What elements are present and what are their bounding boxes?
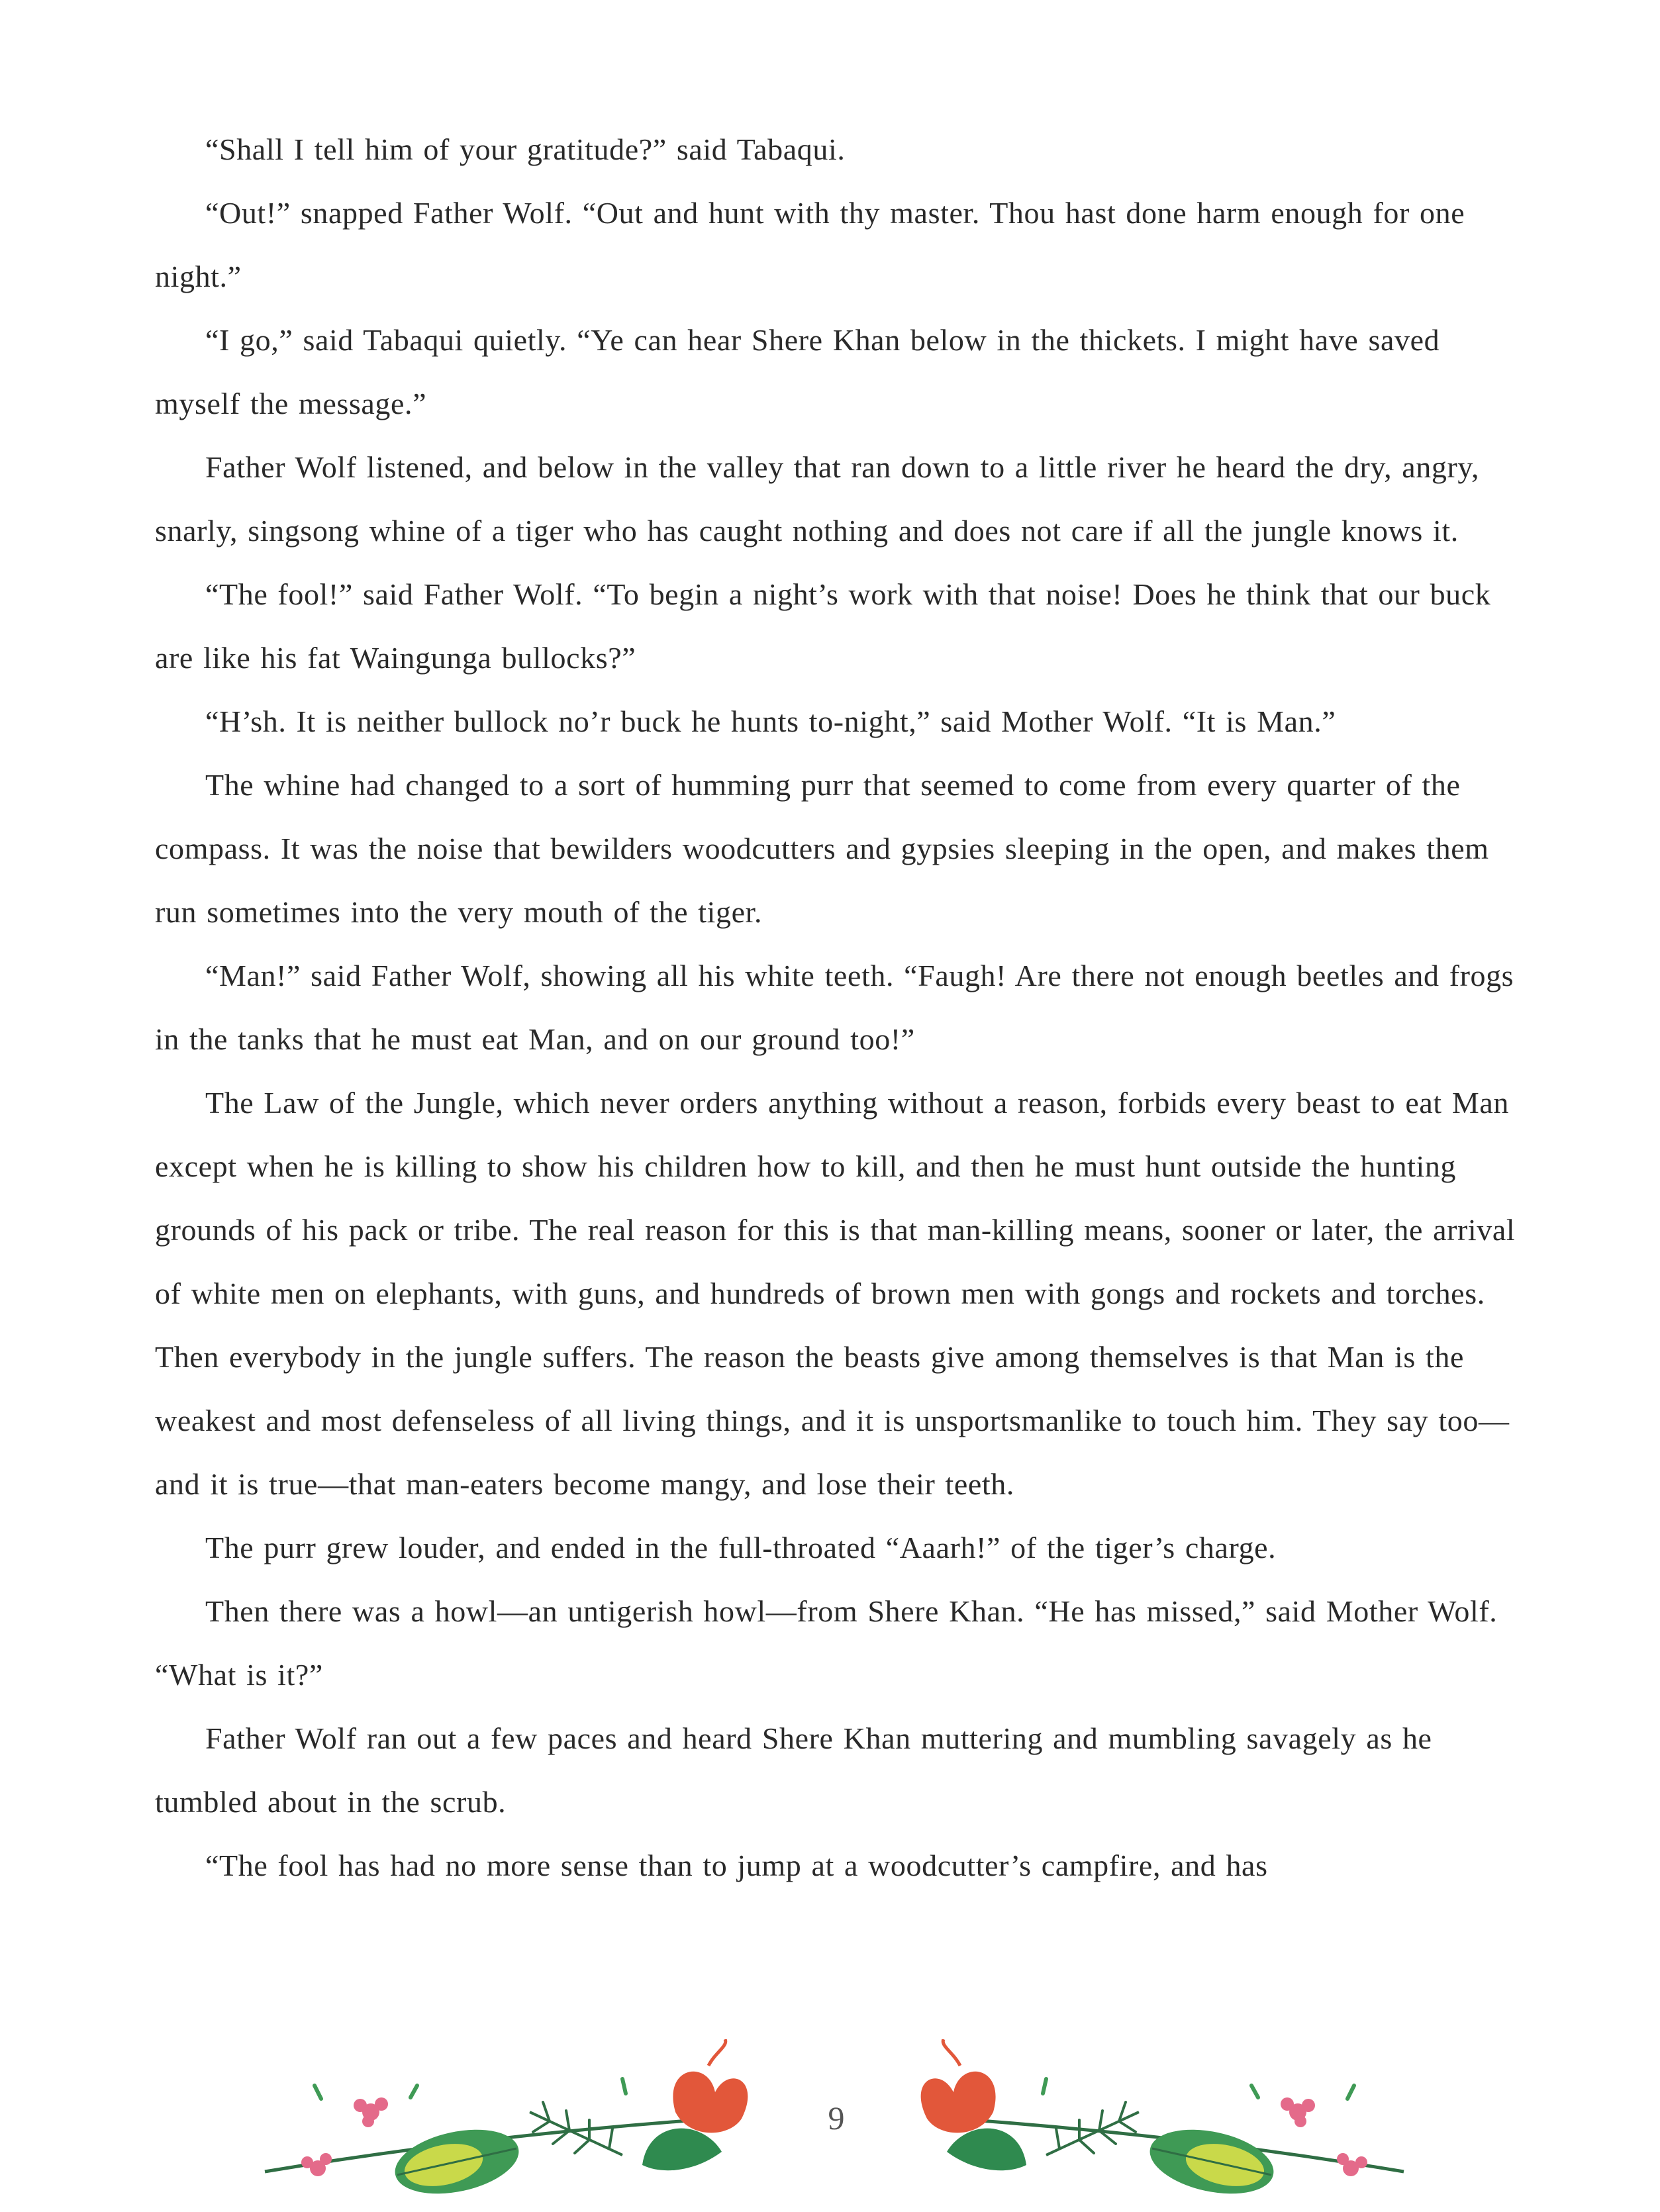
floral-garland-left-icon (252, 2039, 768, 2198)
paragraph: “Shall I tell him of your gratitude?” said Tabaqui. (205, 132, 846, 166)
paragraph: “I go,” said Tabaqui quietly. “Ye can hear Shere Khan below in the thickets. I might have saved myself the message.” (155, 323, 1440, 420)
paragraph: The Law of the Jungle, which never orders anything without a reason, forbids every beast to eat Man except when he is killing to show his children how to kill, and then he must hunt outside the hunting grounds of his pack or tribe. The real reason for this is that man-killing means, sooner or later, the arrival of white men on elephants, with guns, and hundreds of brown men with gongs and rockets and torches. Then everybody in the jungle suffers. The reason the beasts give among themselves is that Man is the weakest and most defenseless of all living things, and it is unsportsmanlike to touch him. They say too—and it is true—that man-eaters become mangy, and lose their teeth. (155, 1086, 1516, 1501)
paragraph: Father Wolf listened, and below in the valley that ran down to a little river he heard the dry, angry, snarly, singsong whine of a tiger who has caught nothing and does not care if all the jungle knows it. (155, 450, 1480, 548)
paragraph: “The fool has had no more sense than to jump at a woodcutter’s campfire, and has (205, 1849, 1268, 1882)
paragraph: “The fool!” said Father Wolf. “To begin a night’s work with that noise! Does he think that our buck are like his fat Waingunga bullocks?” (155, 577, 1491, 675)
paragraph: “Out!” snapped Father Wolf. “Out and hunt with thy master. Thou hast done harm enough for one night.” (155, 196, 1465, 293)
page-number: 9 (828, 2099, 845, 2137)
paragraph: Then there was a howl—an untigerish howl—from Shere Khan. “He has missed,” said Mother Wolf. “What is it?” (155, 1594, 1498, 1692)
paragraph: “Man!” said Father Wolf, showing all his white teeth. “Faugh! Are there not enough beetles and frogs in the tanks that he must eat Man, and on our ground too!” (155, 959, 1514, 1056)
page-text (155, 118, 1519, 1898)
paragraph: The whine had changed to a sort of humming purr that seemed to come from every quarter of the compass. It was the noise that bewilders woodcutters and gypsies sleeping in the open, and makes them run sometimes into the very mouth of the tiger. (155, 768, 1489, 929)
paragraph: The purr grew louder, and ended in the full-throated “Aaarh!” of the tiger’s charge. (205, 1531, 1277, 1564)
paragraph: “H’sh. It is neither bullock no’r buck he hunts to-night,” said Mother Wolf. “It is Man.” (205, 704, 1336, 738)
page-footer (0, 2039, 1660, 2198)
floral-garland-right-icon (901, 2039, 1417, 2198)
paragraph: Father Wolf ran out a few paces and heard Shere Khan muttering and mumbling savagely as he tumbled about in the scrub. (155, 1721, 1432, 1819)
